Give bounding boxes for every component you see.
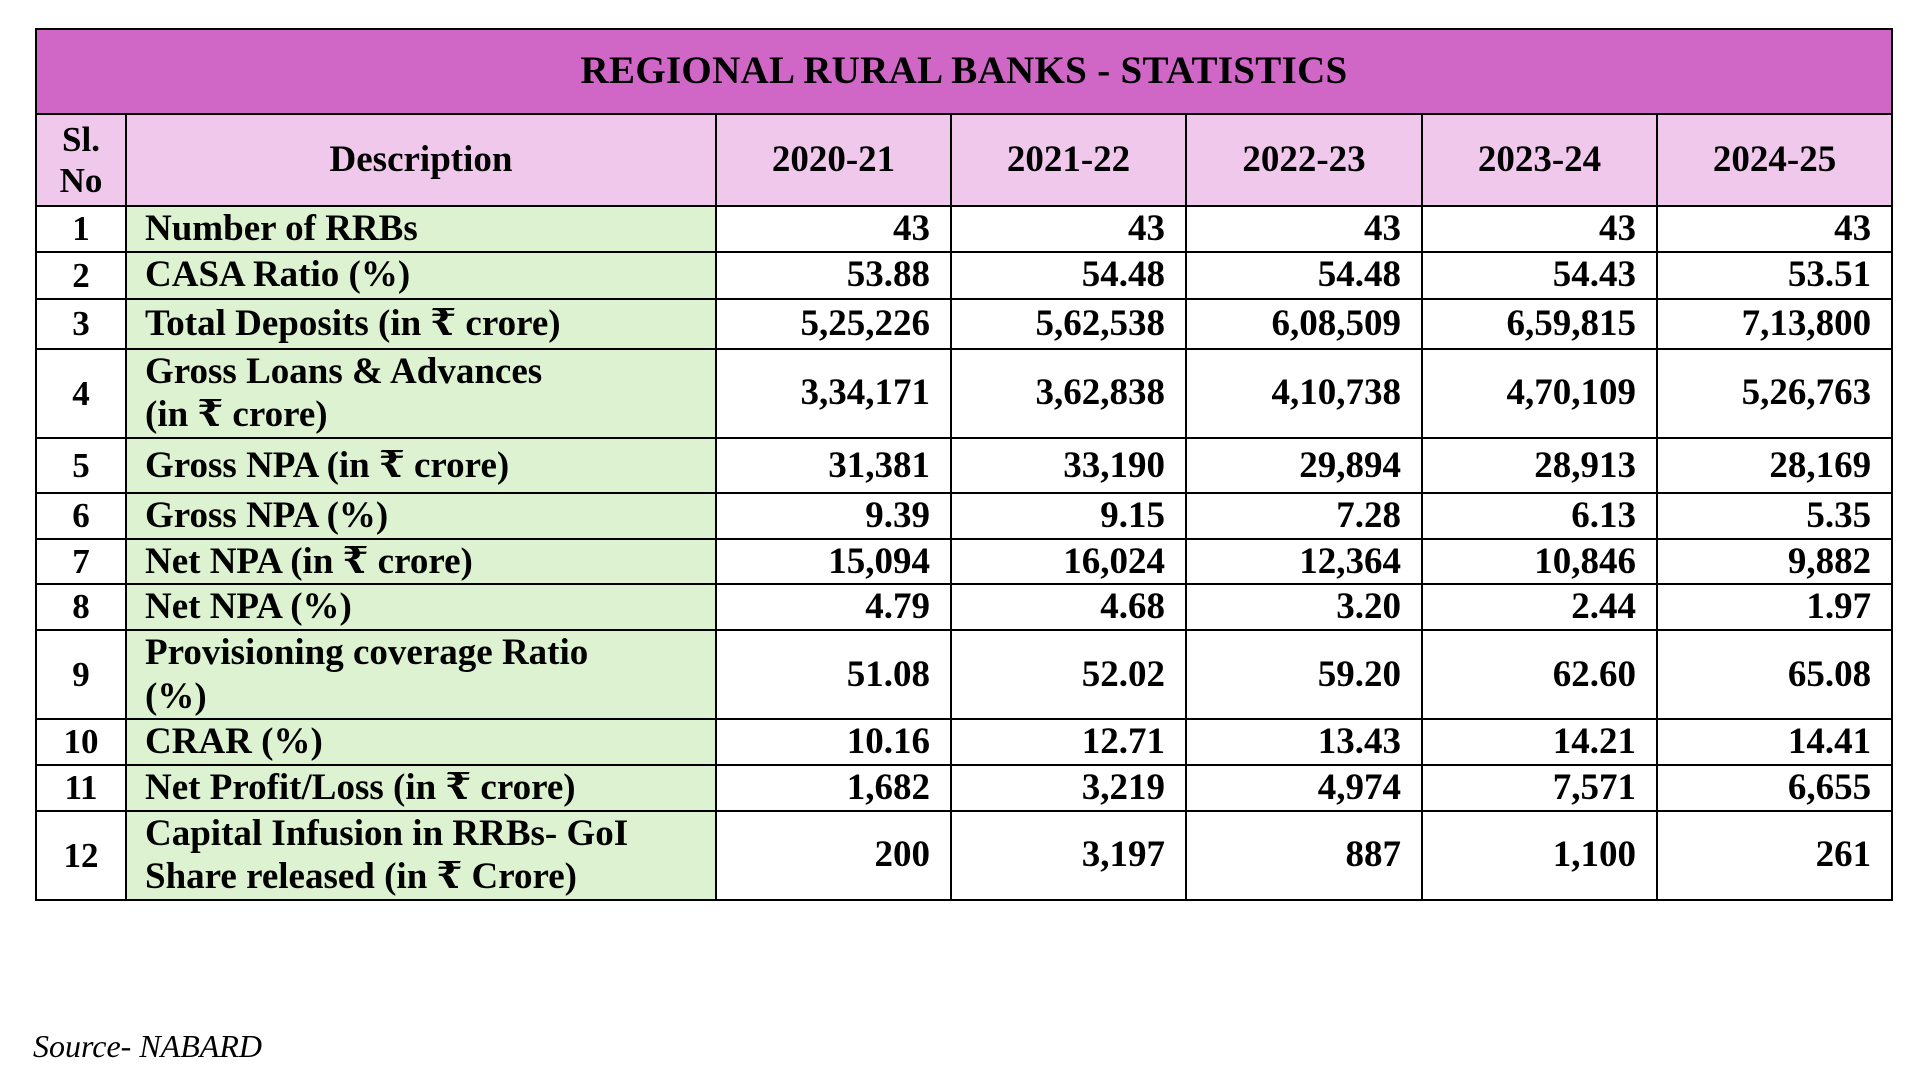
row-value: 15,094	[716, 539, 951, 585]
row-description	[126, 252, 716, 299]
row-value: 9.39	[716, 493, 951, 539]
row-sl-no: 4	[36, 349, 126, 438]
row-value: 62.60	[1422, 630, 1657, 719]
row-description-line: Gross NPA (in ₹ crore)	[145, 444, 510, 486]
row-value: 5.35	[1657, 493, 1892, 539]
row-description-line: Gross Loans & Advances	[145, 350, 543, 392]
row-value: 7,13,800	[1657, 299, 1892, 349]
table-row	[36, 206, 1892, 252]
row-description	[126, 584, 716, 630]
row-value: 1,682	[716, 765, 951, 811]
row-description-line: Net NPA (%)	[145, 586, 352, 628]
row-value: 43	[1186, 206, 1422, 252]
row-value: 7.28	[1186, 493, 1422, 539]
row-value: 65.08	[1657, 630, 1892, 719]
row-value: 43	[1657, 206, 1892, 252]
row-description-line: Net NPA (in ₹ crore)	[145, 540, 473, 582]
row-value: 6,59,815	[1422, 299, 1657, 349]
row-description	[126, 349, 716, 438]
row-sl-no: 7	[36, 539, 126, 585]
row-description-line: Provisioning coverage Ratio	[145, 631, 589, 673]
table-row	[36, 719, 1892, 765]
row-value: 54.48	[1186, 252, 1422, 299]
row-value: 5,62,538	[951, 299, 1186, 349]
row-sl-no: 2	[36, 252, 126, 299]
table-row	[36, 349, 1892, 438]
row-description-line: Share released (in ₹ Crore)	[145, 856, 578, 898]
row-value: 887	[1186, 811, 1422, 900]
row-description-line: Total Deposits (in ₹ crore)	[145, 302, 561, 344]
row-value: 43	[716, 206, 951, 252]
table-row	[36, 252, 1892, 299]
row-description-line: Capital Infusion in RRBs- GoI	[145, 812, 629, 854]
row-value: 53.51	[1657, 252, 1892, 299]
row-value: 43	[1422, 206, 1657, 252]
table-row	[36, 765, 1892, 811]
source-note: Source- NABARD	[33, 1028, 262, 1064]
row-sl-no: 9	[36, 630, 126, 719]
row-sl-no: 1	[36, 206, 126, 252]
table-row	[36, 811, 1892, 900]
row-value: 3,34,171	[716, 349, 951, 438]
row-sl-no: 12	[36, 811, 126, 900]
table-row	[36, 539, 1892, 585]
row-sl-no: 8	[36, 584, 126, 630]
row-value: 9.15	[951, 493, 1186, 539]
row-value: 13.43	[1186, 719, 1422, 765]
row-value: 43	[951, 206, 1186, 252]
row-description	[126, 719, 716, 765]
table-body	[36, 29, 1892, 900]
row-value: 53.88	[716, 252, 951, 299]
row-value: 29,894	[1186, 438, 1422, 493]
row-value: 3,62,838	[951, 349, 1186, 438]
header-description: Description	[126, 114, 716, 206]
row-description-line: (%)	[145, 675, 207, 717]
row-value: 28,169	[1657, 438, 1892, 493]
row-description	[126, 630, 716, 719]
title-row	[36, 29, 1892, 114]
row-sl-no: 10	[36, 719, 126, 765]
row-value: 54.48	[951, 252, 1186, 299]
row-value: 12.71	[951, 719, 1186, 765]
row-value: 14.41	[1657, 719, 1892, 765]
row-description-line: CRAR (%)	[145, 721, 323, 763]
row-value: 59.20	[1186, 630, 1422, 719]
row-description-line: (in ₹ crore)	[145, 394, 328, 436]
row-description	[126, 438, 716, 493]
row-value: 4,974	[1186, 765, 1422, 811]
row-value: 261	[1657, 811, 1892, 900]
table-title: REGIONAL RURAL BANKS - STATISTICS	[36, 29, 1892, 114]
header-year: 2023-24	[1422, 114, 1657, 206]
header-row	[36, 114, 1892, 206]
row-value: 4.79	[716, 584, 951, 630]
row-sl-no: 3	[36, 299, 126, 349]
header-year: 2024-25	[1657, 114, 1892, 206]
header-year: 2022-23	[1186, 114, 1422, 206]
row-value: 31,381	[716, 438, 951, 493]
row-value: 16,024	[951, 539, 1186, 585]
row-value: 54.43	[1422, 252, 1657, 299]
table-row	[36, 493, 1892, 539]
row-value: 10.16	[716, 719, 951, 765]
row-description	[126, 493, 716, 539]
row-value: 52.02	[951, 630, 1186, 719]
row-value: 200	[716, 811, 951, 900]
row-value: 6,08,509	[1186, 299, 1422, 349]
row-value: 4,70,109	[1422, 349, 1657, 438]
row-value: 4.68	[951, 584, 1186, 630]
table-row	[36, 584, 1892, 630]
row-value: 51.08	[716, 630, 951, 719]
row-value: 1.97	[1657, 584, 1892, 630]
header-sl-line1: Sl.	[62, 119, 100, 159]
header-sl-line2: No	[59, 161, 103, 200]
table-row	[36, 299, 1892, 349]
row-value: 12,364	[1186, 539, 1422, 585]
row-value: 7,571	[1422, 765, 1657, 811]
row-description-line: Net Profit/Loss (in ₹ crore)	[145, 766, 576, 808]
row-description	[126, 811, 716, 900]
row-description	[126, 299, 716, 349]
row-value: 3.20	[1186, 584, 1422, 630]
row-description	[126, 765, 716, 811]
row-value: 5,25,226	[716, 299, 951, 349]
row-sl-no: 11	[36, 765, 126, 811]
table-row	[36, 438, 1892, 493]
row-value: 14.21	[1422, 719, 1657, 765]
header-sl-no	[36, 114, 126, 206]
row-value: 1,100	[1422, 811, 1657, 900]
row-description	[126, 206, 716, 252]
row-value: 3,197	[951, 811, 1186, 900]
row-value: 6.13	[1422, 493, 1657, 539]
row-value: 33,190	[951, 438, 1186, 493]
row-value: 5,26,763	[1657, 349, 1892, 438]
row-description-line: Number of RRBs	[145, 208, 418, 249]
row-value: 4,10,738	[1186, 349, 1422, 438]
header-year: 2020-21	[716, 114, 951, 206]
table-row	[36, 630, 1892, 719]
rrb-statistics-table	[35, 28, 1893, 901]
row-value: 6,655	[1657, 765, 1892, 811]
row-description	[126, 539, 716, 585]
row-sl-no: 5	[36, 438, 126, 493]
row-value: 2.44	[1422, 584, 1657, 630]
row-sl-no: 6	[36, 493, 126, 539]
row-description-line: Gross NPA (%)	[145, 494, 389, 536]
row-value: 10,846	[1422, 539, 1657, 585]
header-year: 2021-22	[951, 114, 1186, 206]
row-value: 9,882	[1657, 539, 1892, 585]
row-description-line: CASA Ratio (%)	[145, 254, 411, 296]
row-value: 3,219	[951, 765, 1186, 811]
row-value: 28,913	[1422, 438, 1657, 493]
